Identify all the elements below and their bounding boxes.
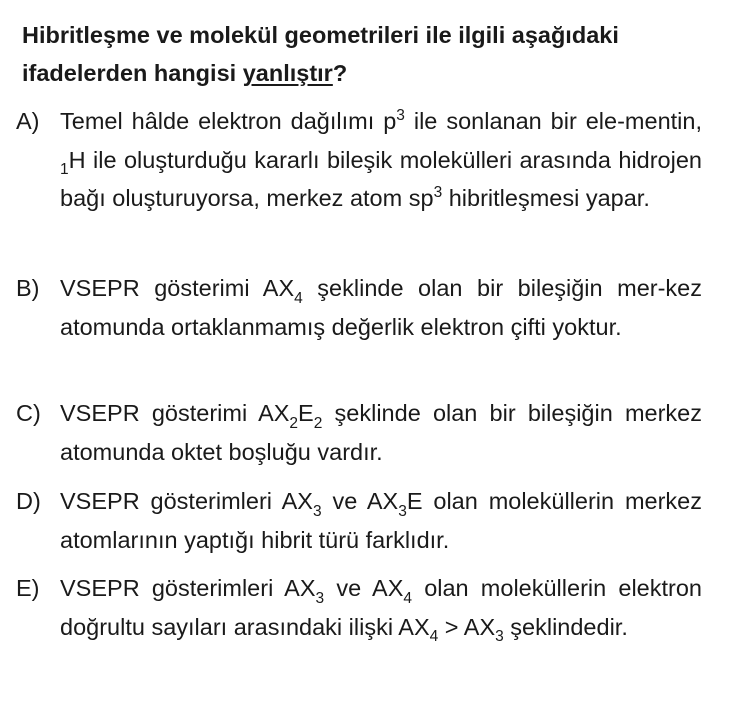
option-d-text-1: VSEPR gösterimleri AX xyxy=(60,488,313,514)
option-a-superscript-2: 3 xyxy=(433,184,443,202)
option-b-text-2: şeklinde olan bir bileşiğin mer-kez atomunda ortaklanmamış değerlik elektron çifti yoktur. xyxy=(60,275,702,340)
option-d-subscript-1: 3 xyxy=(312,502,322,520)
option-b[interactable] xyxy=(16,269,702,346)
option-e-text-4: > AX xyxy=(438,613,496,640)
option-a-text-4: hibritleşmesi yapar. xyxy=(442,185,650,211)
option-d[interactable] xyxy=(16,482,702,559)
option-a-superscript-1: 3 xyxy=(396,107,405,125)
question-mark: ? xyxy=(332,60,348,86)
question-text: Hibritleşme ve molekül geometrileri ile ilgili aşağıdaki ifadelerden hangisi xyxy=(22,22,619,86)
option-a-text xyxy=(60,102,702,218)
option-d-text xyxy=(60,482,702,559)
option-c-letter: C) xyxy=(16,400,41,426)
option-b-text-1: VSEPR gösterimi AX xyxy=(60,275,295,301)
option-e-text-2: ve AX xyxy=(324,575,404,601)
option-e-subscript-3: 4 xyxy=(429,628,439,645)
option-a-text-1: Temel hâlde elektron dağılımı p xyxy=(60,108,397,134)
option-a[interactable] xyxy=(16,102,702,218)
option-d-subscript-2: 3 xyxy=(398,502,407,520)
option-a-atomic-number: 1 xyxy=(60,161,69,178)
option-a-text-2: ile sonlanan bir ele-mentin, xyxy=(404,108,702,134)
option-b-subscript-1: 4 xyxy=(294,289,303,307)
option-e-text-1: VSEPR gösterimleri AX xyxy=(60,575,316,601)
option-c-subscript-2: 2 xyxy=(313,414,323,432)
option-e-text-3: olan moleküllerin elektron doğrultu sayıları arasındaki ilişki AX xyxy=(60,575,702,640)
option-d-letter: D) xyxy=(16,488,41,514)
option-c-text xyxy=(60,394,702,471)
option-e-text-5: şeklindedir. xyxy=(503,613,628,640)
option-e-letter: E) xyxy=(16,575,40,601)
option-c-text-3: şeklinde olan bir bileşiğin merkez atomunda oktet boşluğu vardır. xyxy=(60,400,702,465)
option-b-text xyxy=(60,269,702,346)
option-a-text-3: H ile oluşturduğu kararlı bileşik molekülleri arasında hidrojen bağı oluşturuyorsa, merkez atom sp xyxy=(60,146,702,211)
option-b-letter: B) xyxy=(16,275,40,301)
option-d-text-3: E olan moleküllerin merkez atomlarının yaptığı hibrit türü farklıdır. xyxy=(60,488,702,553)
option-e-text xyxy=(60,569,702,646)
option-d-text-2: ve AX xyxy=(321,488,399,514)
option-c-text-1: VSEPR gösterimi AX xyxy=(60,400,290,426)
option-c-text-2: E xyxy=(298,400,314,426)
question-stem xyxy=(22,16,712,92)
option-a-letter: A) xyxy=(16,108,40,134)
option-e[interactable] xyxy=(16,569,702,646)
option-e-subscript-2: 4 xyxy=(403,589,413,607)
option-c[interactable] xyxy=(16,394,702,471)
question-emphasis: yanlıştır xyxy=(242,60,333,86)
option-e-subscript-1: 3 xyxy=(315,589,325,607)
option-e-subscript-4: 3 xyxy=(495,628,504,645)
option-c-subscript-1: 2 xyxy=(289,414,299,432)
